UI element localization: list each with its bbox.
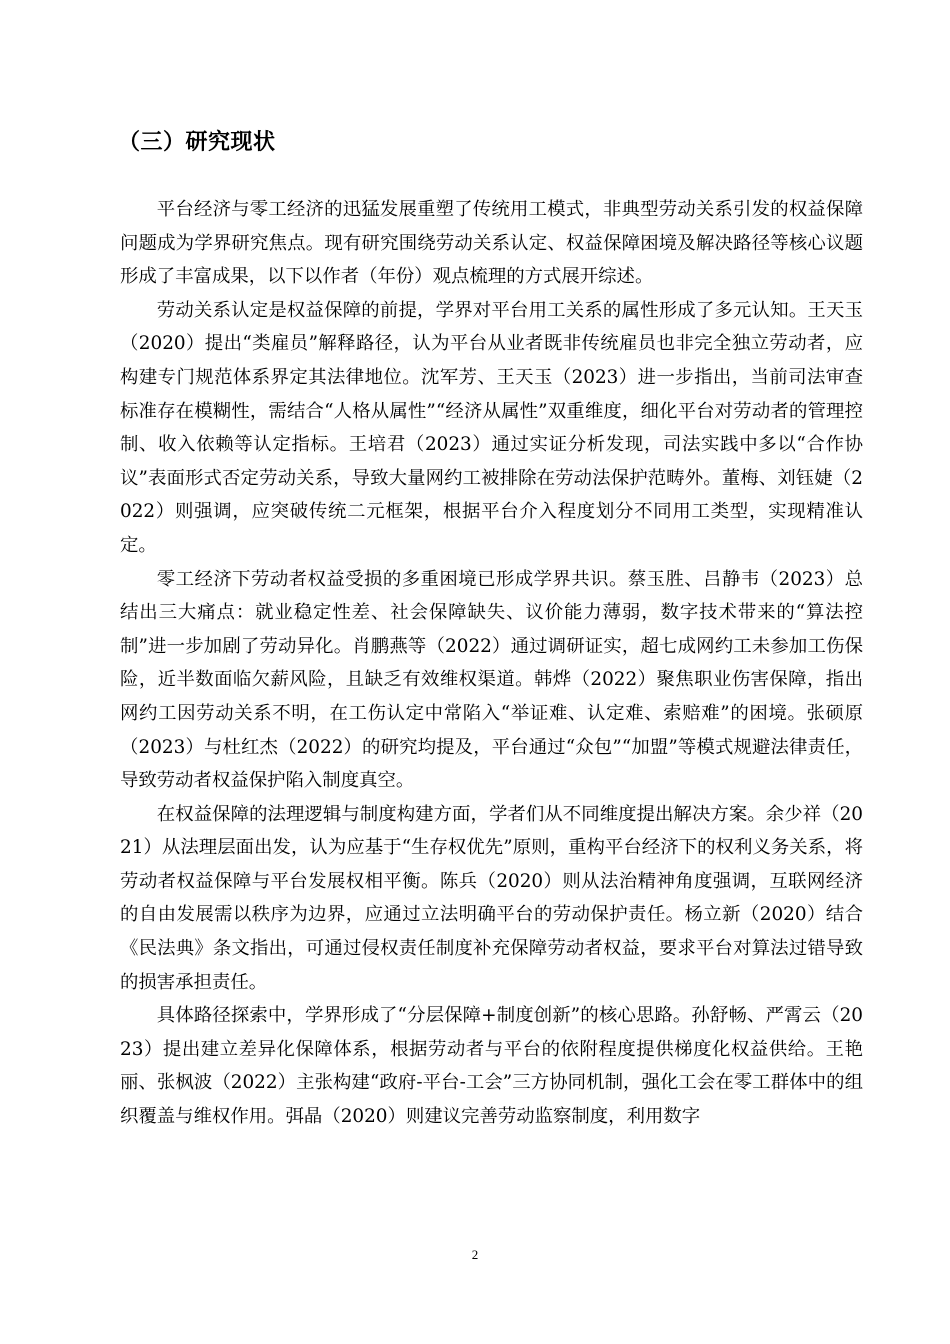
paragraph-labor-relation: 劳动关系认定是权益保障的前提，学界对平台用工关系的属性形成了多元认知。王天玉（2020）提出“类雇员”解释路径，认为平台从业者既非传统雇员也非完全独立劳动者，应构建专门规范体系界定其法律地位。沈军芳、王天玉（2023）进一步指出，当前司法审查标准存在模糊性，需结合“人格从属性”“经济从属性”双重维度，细化平台对劳动者的管理控制、收入依赖等认定指标。王培君（2023）通过实证分析发现，司法实践中多以“合作协议”表面形式否定劳动关系，导致大量网约工被排除在劳动法保护范畴外。董梅、刘钰婕（2022）则强调，应突破传统二元框架，根据平台介入程度划分不同用工类型，实现精准认定。 xyxy=(120,299,863,556)
section-heading: （三）研究现状 xyxy=(118,130,276,155)
paragraph-legal-logic: 在权益保障的法理逻辑与制度构建方面，学者们从不同维度提出解决方案。余少祥（2021）从法理层面出发，认为应基于“生存权优先”原则，重构平台经济下的权利义务关系，将劳动者权益保障与平台发展权相平衡。陈兵（2020）则从法治精神角度强调，互联网经济的自由发展需以秩序为边界，应通过立法明确平台的劳动保护责任。杨立新（2020）结合《民法典》条文指出，可通过侵权责任制度补充保障劳动者权益，要求平台对算法过错导致的损害承担责任。 xyxy=(120,803,863,993)
body-text xyxy=(120,193,863,1134)
paragraph-rights-dilemma: 零工经济下劳动者权益受损的多重困境已形成学界共识。蔡玉胜、吕静韦（2023）总结出三大痛点：就业稳定性差、社会保障缺失、议价能力薄弱，数字技术带来的“算法控制”进一步加剧了劳动异化。肖鹏燕等（2022）通过调研证实，超七成网约工未参加工伤保险，近半数面临欠薪风险，且缺乏有效维权渠道。韩烨（2022）聚焦职业伤害保障，指出网约工因劳动关系不明，在工伤认定中常陷入“举证难、认定难、索赔难”的困境。张硕原（2023）与杜红杰（2022）的研究均提及，平台通过“众包”“加盟”等模式规避法律责任，导致劳动者权益保护陷入制度真空。 xyxy=(120,568,863,792)
paragraph-intro: 平台经济与零工经济的迅猛发展重塑了传统用工模式，非典型劳动关系引发的权益保障问题成为学界研究焦点。现有研究围绕劳动关系认定、权益保障困境及解决路径等核心议题形成了丰富成果，以下以作者（年份）观点梳理的方式展开综述。 xyxy=(120,199,863,288)
page-number: 2 xyxy=(471,1247,479,1262)
paragraph-paths: 具体路径探索中，学界形成了“分层保障+制度创新”的核心思路。孙舒畅、严霄云（2023）提出建立差异化保障体系，根据劳动者与平台的依附程度提供梯度化权益供给。王艳丽、张枫波（2022）主张构建“政府-平台-工会”三方协同机制，强化工会在零工群体中的组织覆盖与维权作用。弭晶（2020）则建议完善劳动监察制度，利用数字 xyxy=(120,1005,863,1128)
